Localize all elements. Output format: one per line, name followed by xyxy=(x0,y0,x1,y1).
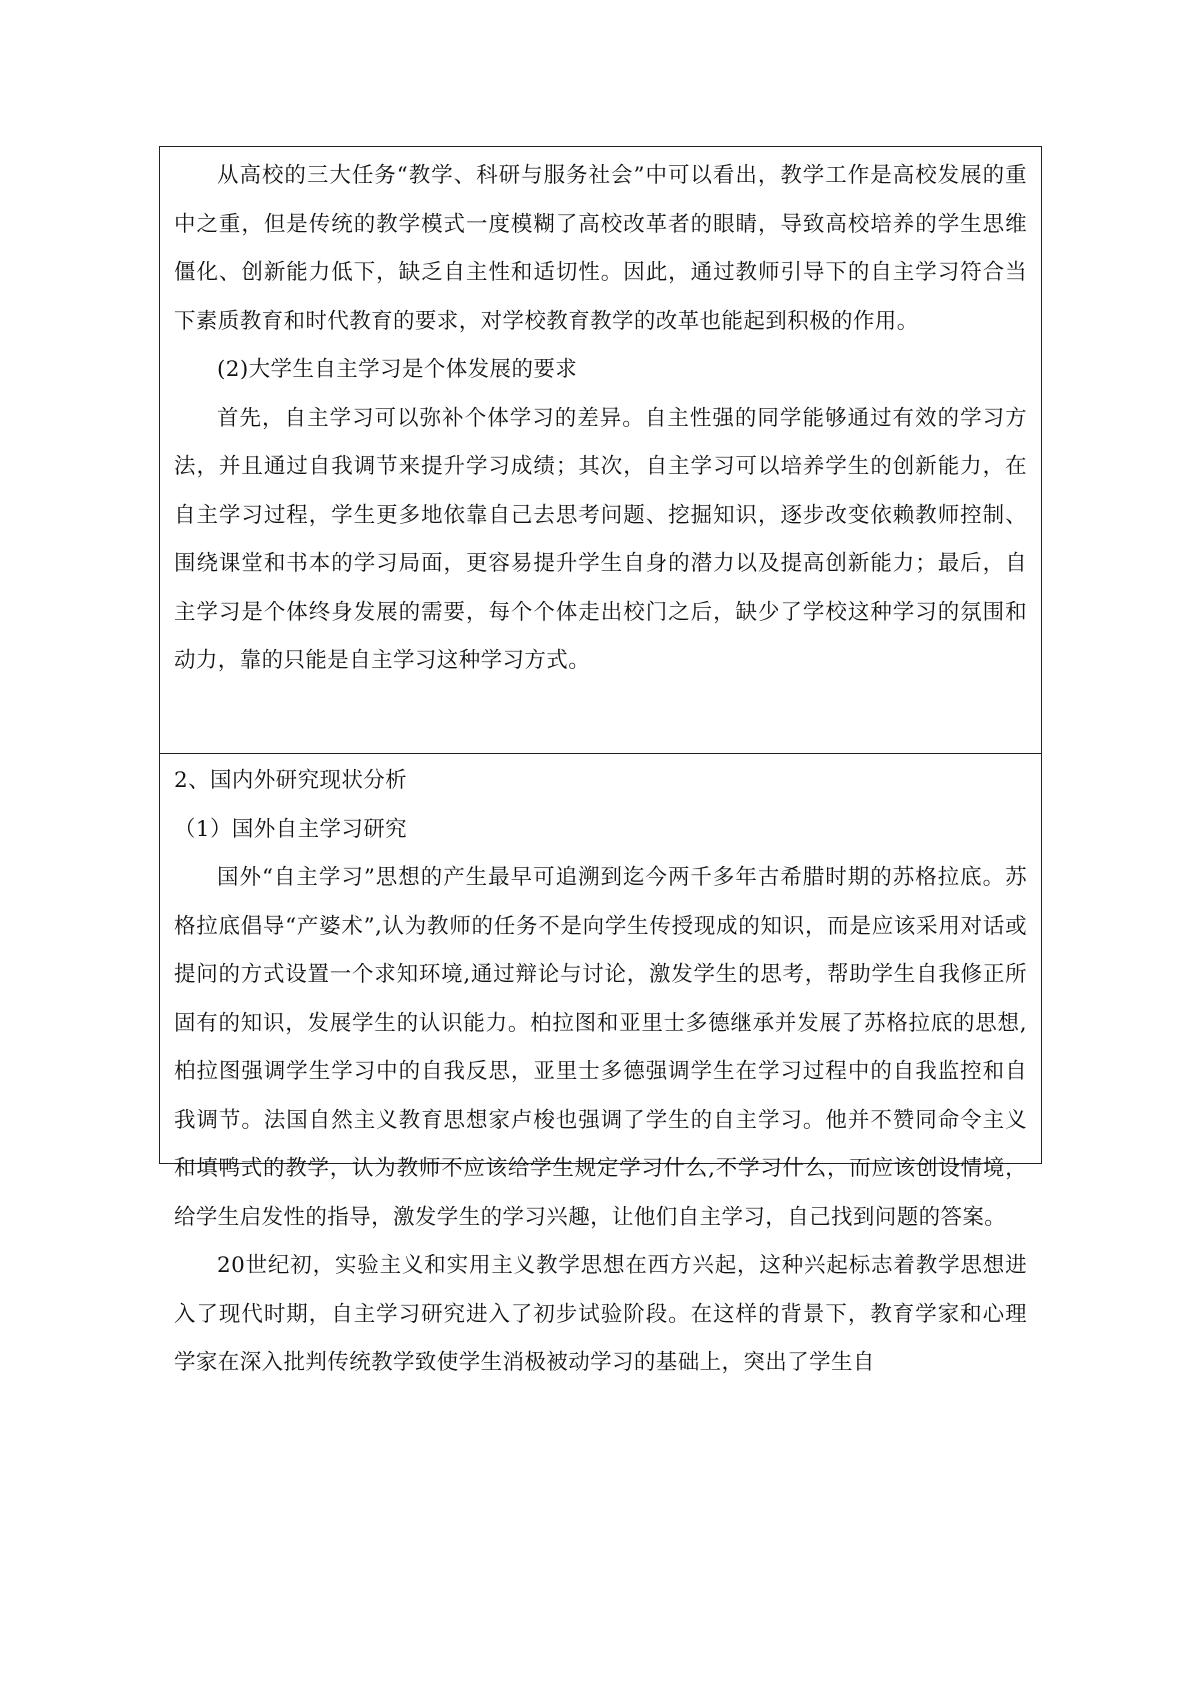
table-cell-significance xyxy=(160,147,1041,754)
paragraph-individual-development: 首先，自主学习可以弥补个体学习的差异。自主性强的同学能够通过有效的学习方法，并且通过自我调节来提升学习成绩；其次，自主学习可以培养学生的创新能力，在自主学习过程，学生更多地依靠自己去思考问题、挖掘知识，逐步改变依赖教师控制、围绕课堂和书本的学习局面，更容易提升学生自身的潜力以及提高创新能力；最后，自主学习是个体终身发展的需要，每个个体走出校门之后，缺少了学校这种学习的氛围和动力，靠的只能是自主学习这种学习方式。 xyxy=(174,405,1027,673)
paragraph-teaching-reform: 从高校的三大任务“教学、科研与服务社会”中可以看出，教学工作是高校发展的重中之重，但是传统的教学模式一度模糊了高校改革者的眼睛，导致高校培养的学生思维僵化、创新能力低下，缺乏自主性和适切性。因此，通过教师引导下的自主学习符合当下素质教育和时代教育的要求，对学校教育教学的改革也能起到积极的作用。 xyxy=(174,163,1027,334)
subheading-individual-development: (2)大学生自主学习是个体发展的要求 xyxy=(217,357,578,382)
content-table xyxy=(159,146,1042,1375)
paragraph-foreign-origins: 国外“自主学习”思想的产生最早可追溯到迄今两千多年古希腊时期的苏格拉底。苏格拉底倡导“产婆术”,认为教师的任务不是向学生传授现成的知识，而是应该采用对话或提问的方式设置一个求知环境,通过辩论与讨论，激发学生的思考，帮助学生自我修正所固有的知识，发展学生的认识能力。柏拉图和亚里士多德继承并发展了苏格拉底的思想,柏拉图强调学生学习中的自我反思，亚里士多德强调学生在学习过程中的自我监控和自我调节。法国自然主义教育思想家卢梭也强调了学生的自主学习。他并不赞同命令主义和填鸭式的教学，认为教师不应该给学生规定学习什么,不学习什么，而应该创设情境，给学生启发性的指导，激发学生的学习兴趣，让他们自主学习，自己找到问题的答案。 xyxy=(174,865,1027,1230)
table-cell-research-status xyxy=(160,754,1041,1375)
subsection-heading: （1）国外自主学习研究 xyxy=(174,816,408,842)
paragraph-20th-century: 20世纪初，实验主义和实用主义教学思想在西方兴起，这种兴起标志着教学思想进入了现代时期，自主学习研究进入了初步试验阶段。在这样的背景下，教育学家和心理学家在深入批判传统教学致使学生消极被动学习的基础上，突出了学生自 xyxy=(174,1253,1027,1375)
section-heading: 2、国内外研究现状分析 xyxy=(174,768,408,793)
